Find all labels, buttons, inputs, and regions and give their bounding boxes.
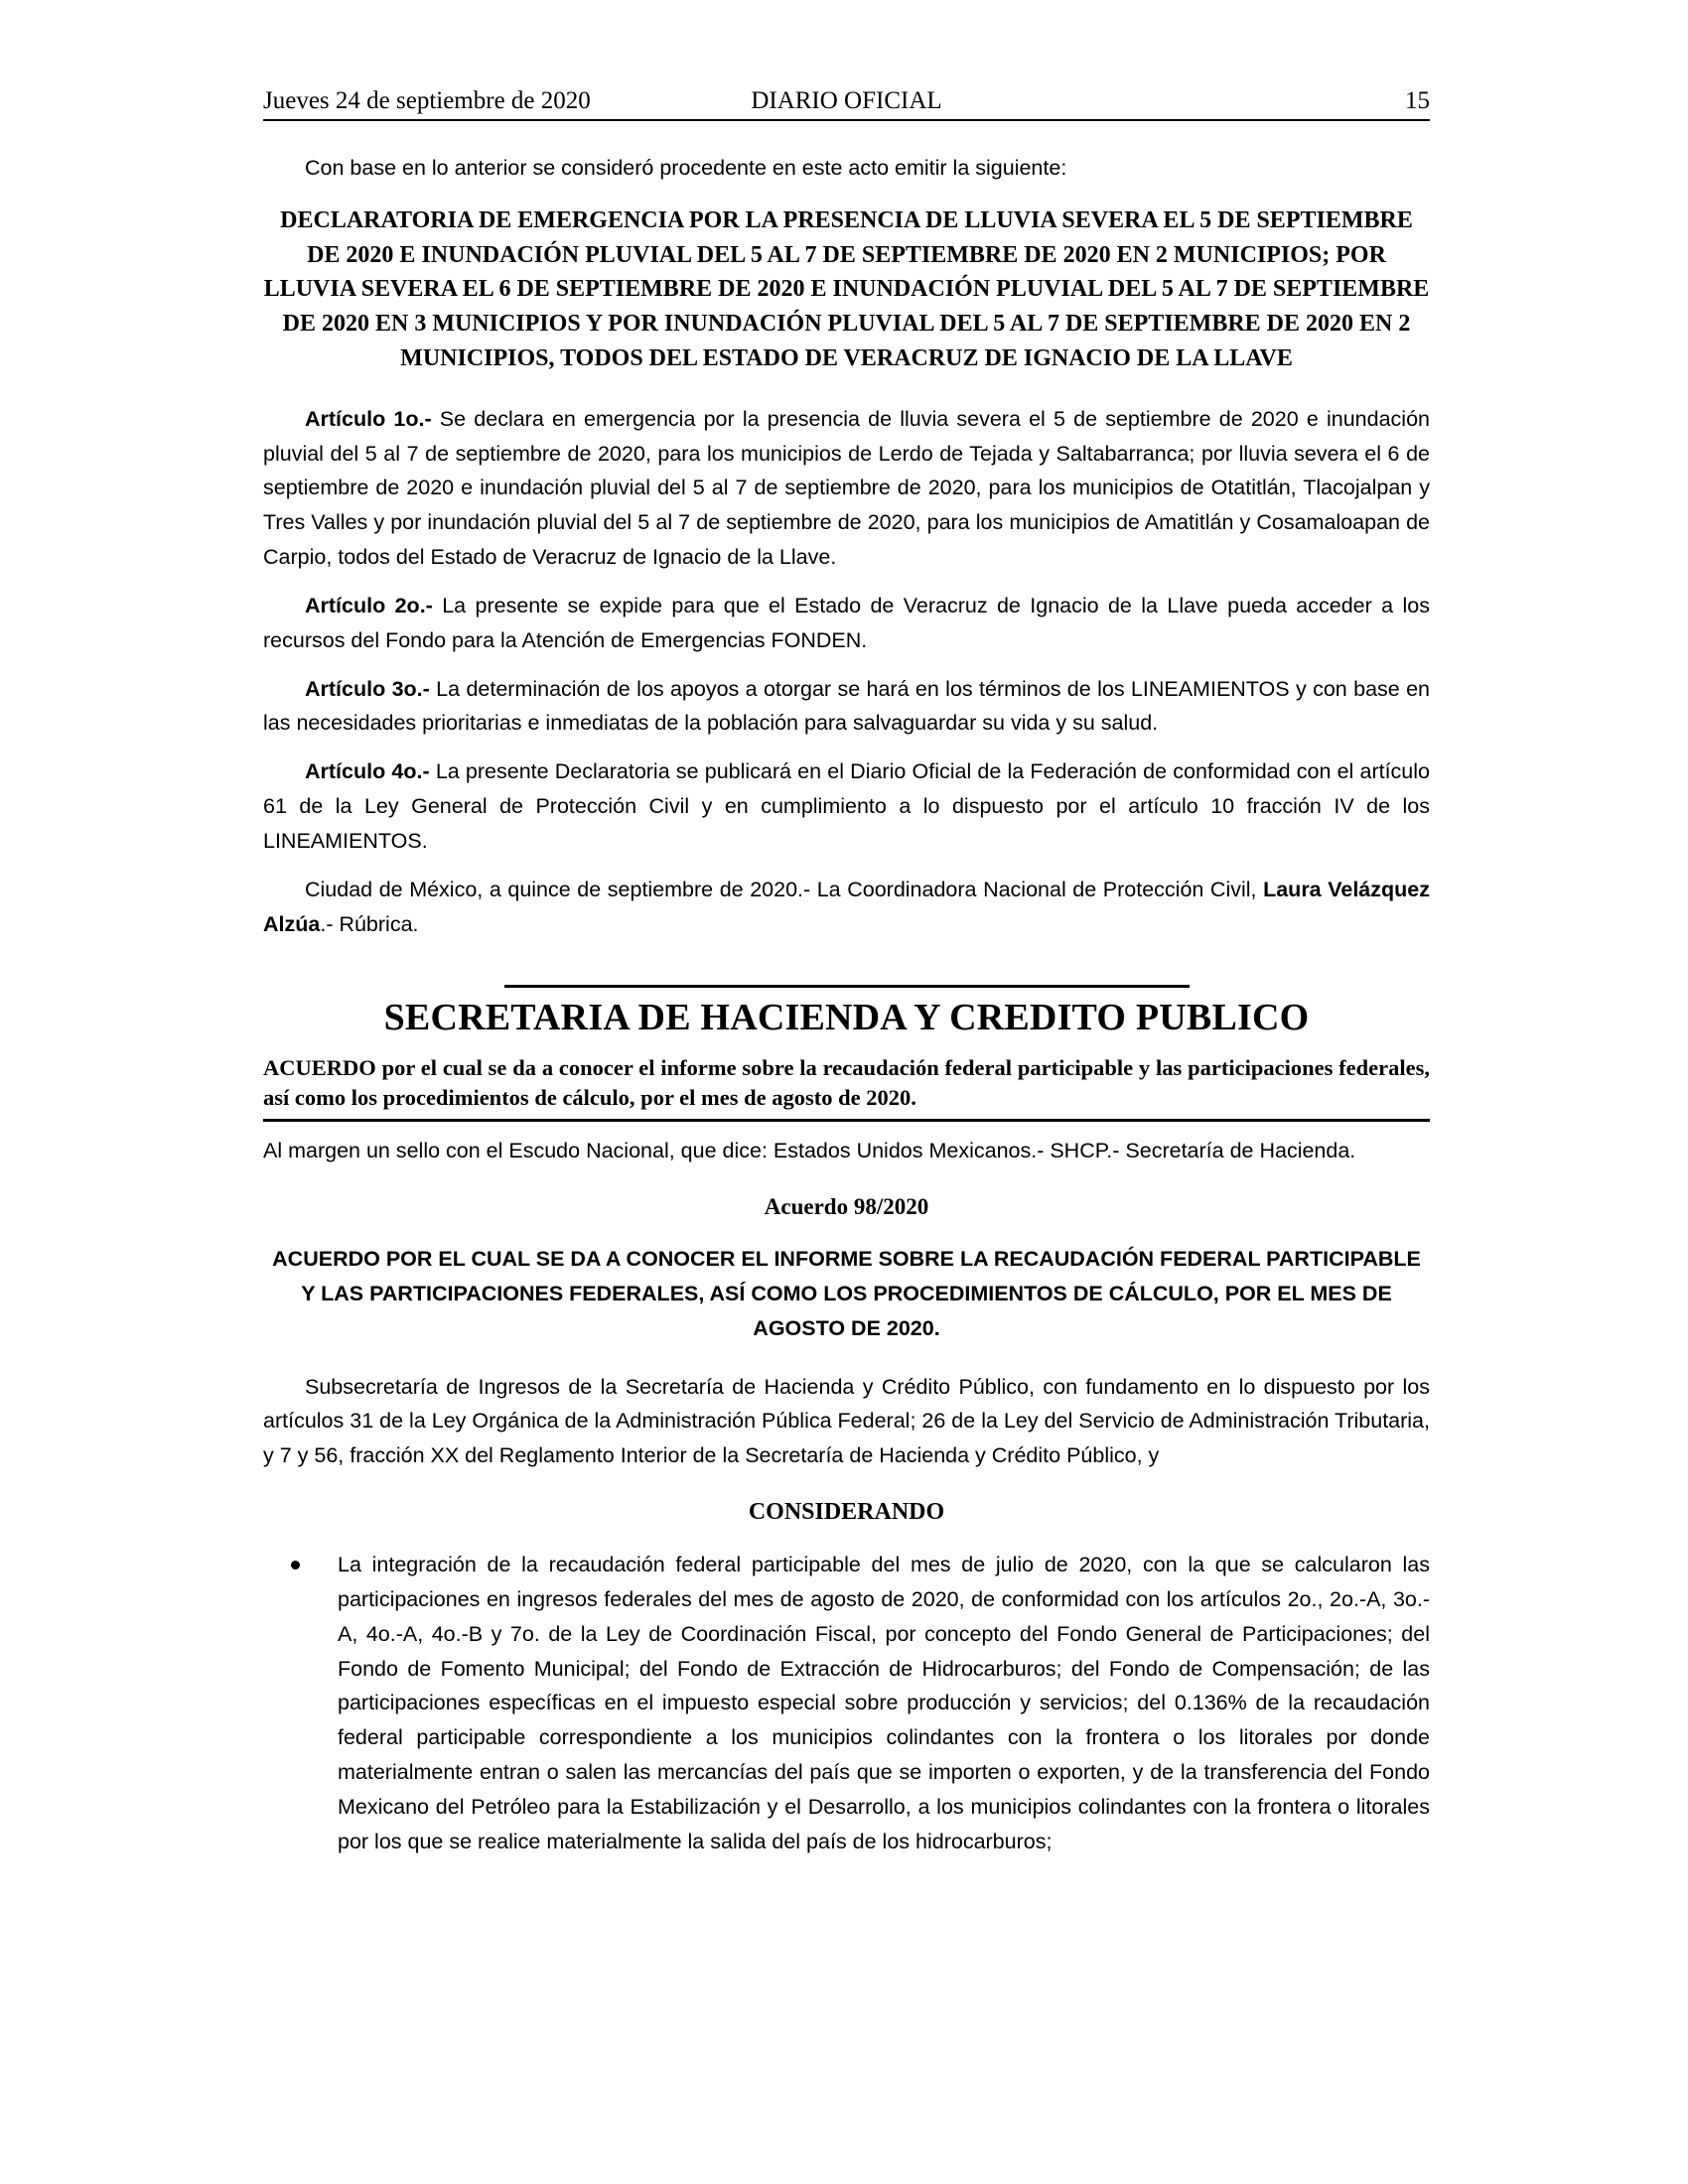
- article-3: [263, 672, 1430, 742]
- closing-signature-block: [263, 873, 1430, 942]
- article-1-label: Artículo 1o.-: [305, 406, 432, 431]
- dependencia-heading: SECRETARIA DE HACIENDA Y CREDITO PUBLICO: [383, 997, 1310, 1039]
- considerando-list: [263, 1548, 1430, 1858]
- sumario-divider-rule: [263, 1119, 1430, 1122]
- article-3-label: Artículo 3o.-: [305, 676, 430, 701]
- page-header: [263, 87, 1430, 121]
- page-content: [263, 87, 1430, 1873]
- list-item: [263, 1548, 1430, 1858]
- closing-tail: .- Rúbrica.: [320, 911, 419, 936]
- article-1-text: Se declara en emergencia por la presencia de lluvia severa el 5 de septiembre de 2020 e inundación pluvial del 5 al 7 de septiembre de 2020, para los municipios de Lerdo de Tejada y Saltabarranca; por lluvia severa el 6 de septiembre de 2020 e inundación pluvial del 5 al 7 de septiembre de 2020, para los municipios de Otatitlán, Tlacojalpan y Tres Valles y por inundación pluvial del 5 al 7 de septiembre de 2020, para los municipios de Amatitlán y Cosamaloapan de Carpio, todos del Estado de Veracruz de Ignacio de la Llave.: [263, 406, 1430, 570]
- header-date: Jueves 24 de septiembre de 2020: [263, 87, 591, 114]
- sello-paragraph: Al margen un sello con el Escudo Nacional, que dice: Estados Unidos Mexicanos.- SHCP.- Secretaría de Hacienda.: [263, 1139, 1356, 1163]
- article-2-label: Artículo 2o.-: [305, 593, 433, 617]
- fundamento-paragraph: Subsecretaría de Ingresos de la Secretaría de Hacienda y Crédito Público, con fundamento en lo dispuesto por los artículos 31 de la Ley Orgánica de la Administración Pública Federal; 26 de la Ley del Servicio de Administración Tributaria, y 7 y 56, fracción XX del Reglamento Interior de la Secretaría de Hacienda y Crédito Público, y: [263, 1374, 1430, 1468]
- intro-paragraph: Con base en lo anterior se consideró procedente en este acto emitir la siguiente:: [305, 156, 1067, 180]
- article-3-text: La determinación de los apoyos a otorgar se hará en los términos de los LINEAMIENTOS y con base en las necesidades prioritarias e inmediatas de la población para salvaguardar su vida y su salud.: [263, 676, 1431, 736]
- article-2-text: La presente se expide para que el Estado de Veracruz de Ignacio de la Llave pueda acceder a los recursos del Fondo para la Atención de Emergencias FONDEN.: [263, 593, 1430, 652]
- header-page-number: 15: [1405, 87, 1430, 114]
- header-publication-title: DIARIO OFICIAL: [751, 87, 942, 114]
- section-divider-rule: [504, 985, 1190, 988]
- declaratoria-title: DECLARATORIA DE EMERGENCIA POR LA PRESENCIA DE LLUVIA SEVERA EL 5 DE SEPTIEMBRE DE 2020 E INUNDACIÓN PLUVIAL DEL 5 AL 7 DE SEPTIEMBRE DE 2020 EN 2 MUNICIPIOS; POR LLUVIA SEVERA EL 6 DE SEPTIEMBRE DE 2020 E INUNDACIÓN PLUVIAL DEL 5 AL 7 DE SEPTIEMBRE DE 2020 EN 3 MUNICIPIOS Y POR INUNDACIÓN PLUVIAL DEL 5 AL 7 DE SEPTIEMBRE DE 2020 EN 2 MUNICIPIOS, TODOS DEL ESTADO DE VERACRUZ DE IGNACIO DE LA LLAVE: [263, 206, 1430, 372]
- closing-signer-name: Laura Velázquez Alzúa: [263, 877, 1430, 936]
- list-item-text: La integración de la recaudación federal participable del mes de julio de 2020, con la que se calcularon las participaciones en ingresos federales del mes de agosto de 2020, de conformidad con los artículos 2o., 2o.-A, 3o.-A, 4o.-A, 4o.-B y 7o. de la Ley de Coordinación Fiscal, por concepto del Fondo General de Participaciones; del Fondo de Fomento Municipal; del Fondo de Extracción de Hidrocarburos; del Fondo de Compensación; de las participaciones específicas en el impuesto especial sobre producción y servicios; del 0.136% de la recaudación federal participable correspondiente a los municipios colindantes con la frontera o los litorales por donde materialmente entran o salen las mercancías del país que se importen o exporten, y de la transferencia del Fondo Mexicano del Petróleo para la Estabilización y el Desarrollo, a los municipios colindantes con la frontera o litorales por los que se realice materialmente la salida del país de los hidrocarburos;: [338, 1553, 1430, 1853]
- closing-lead: Ciudad de México, a quince de septiembre de 2020.- La Coordinadora Nacional de Protección Civil,: [305, 877, 1264, 901]
- considerando-heading: CONSIDERANDO: [748, 1499, 945, 1526]
- bullet-icon: [291, 1561, 300, 1570]
- article-4: [263, 754, 1430, 858]
- acuerdo-titulo: ACUERDO POR EL CUAL SE DA A CONOCER EL INFORME SOBRE LA RECAUDACIÓN FEDERAL PARTICIPABLE Y LAS PARTICIPACIONES FEDERALES, ASÍ COMO LOS PROCEDIMIENTOS DE CÁLCULO, POR EL MES DE AGOSTO DE 2020.: [272, 1247, 1421, 1340]
- article-4-label: Artículo 4o.-: [305, 759, 430, 784]
- article-2: [263, 589, 1430, 658]
- article-1: [263, 402, 1430, 575]
- article-4-text: La presente Declaratoria se publicará en el Diario Oficial de la Federación de conformidad con el artículo 61 de la Ley General de Protección Civil y en cumplimiento a lo dispuesto por el artículo 10 fracción IV de los LINEAMIENTOS.: [263, 759, 1430, 853]
- acuerdo-numero: Acuerdo 98/2020: [764, 1194, 929, 1220]
- sumario-text: ACUERDO por el cual se da a conocer el informe sobre la recaudación federal participable y las participaciones federales, así como los procedimientos de cálculo, por el mes de agosto de 2020.: [263, 1055, 1430, 1111]
